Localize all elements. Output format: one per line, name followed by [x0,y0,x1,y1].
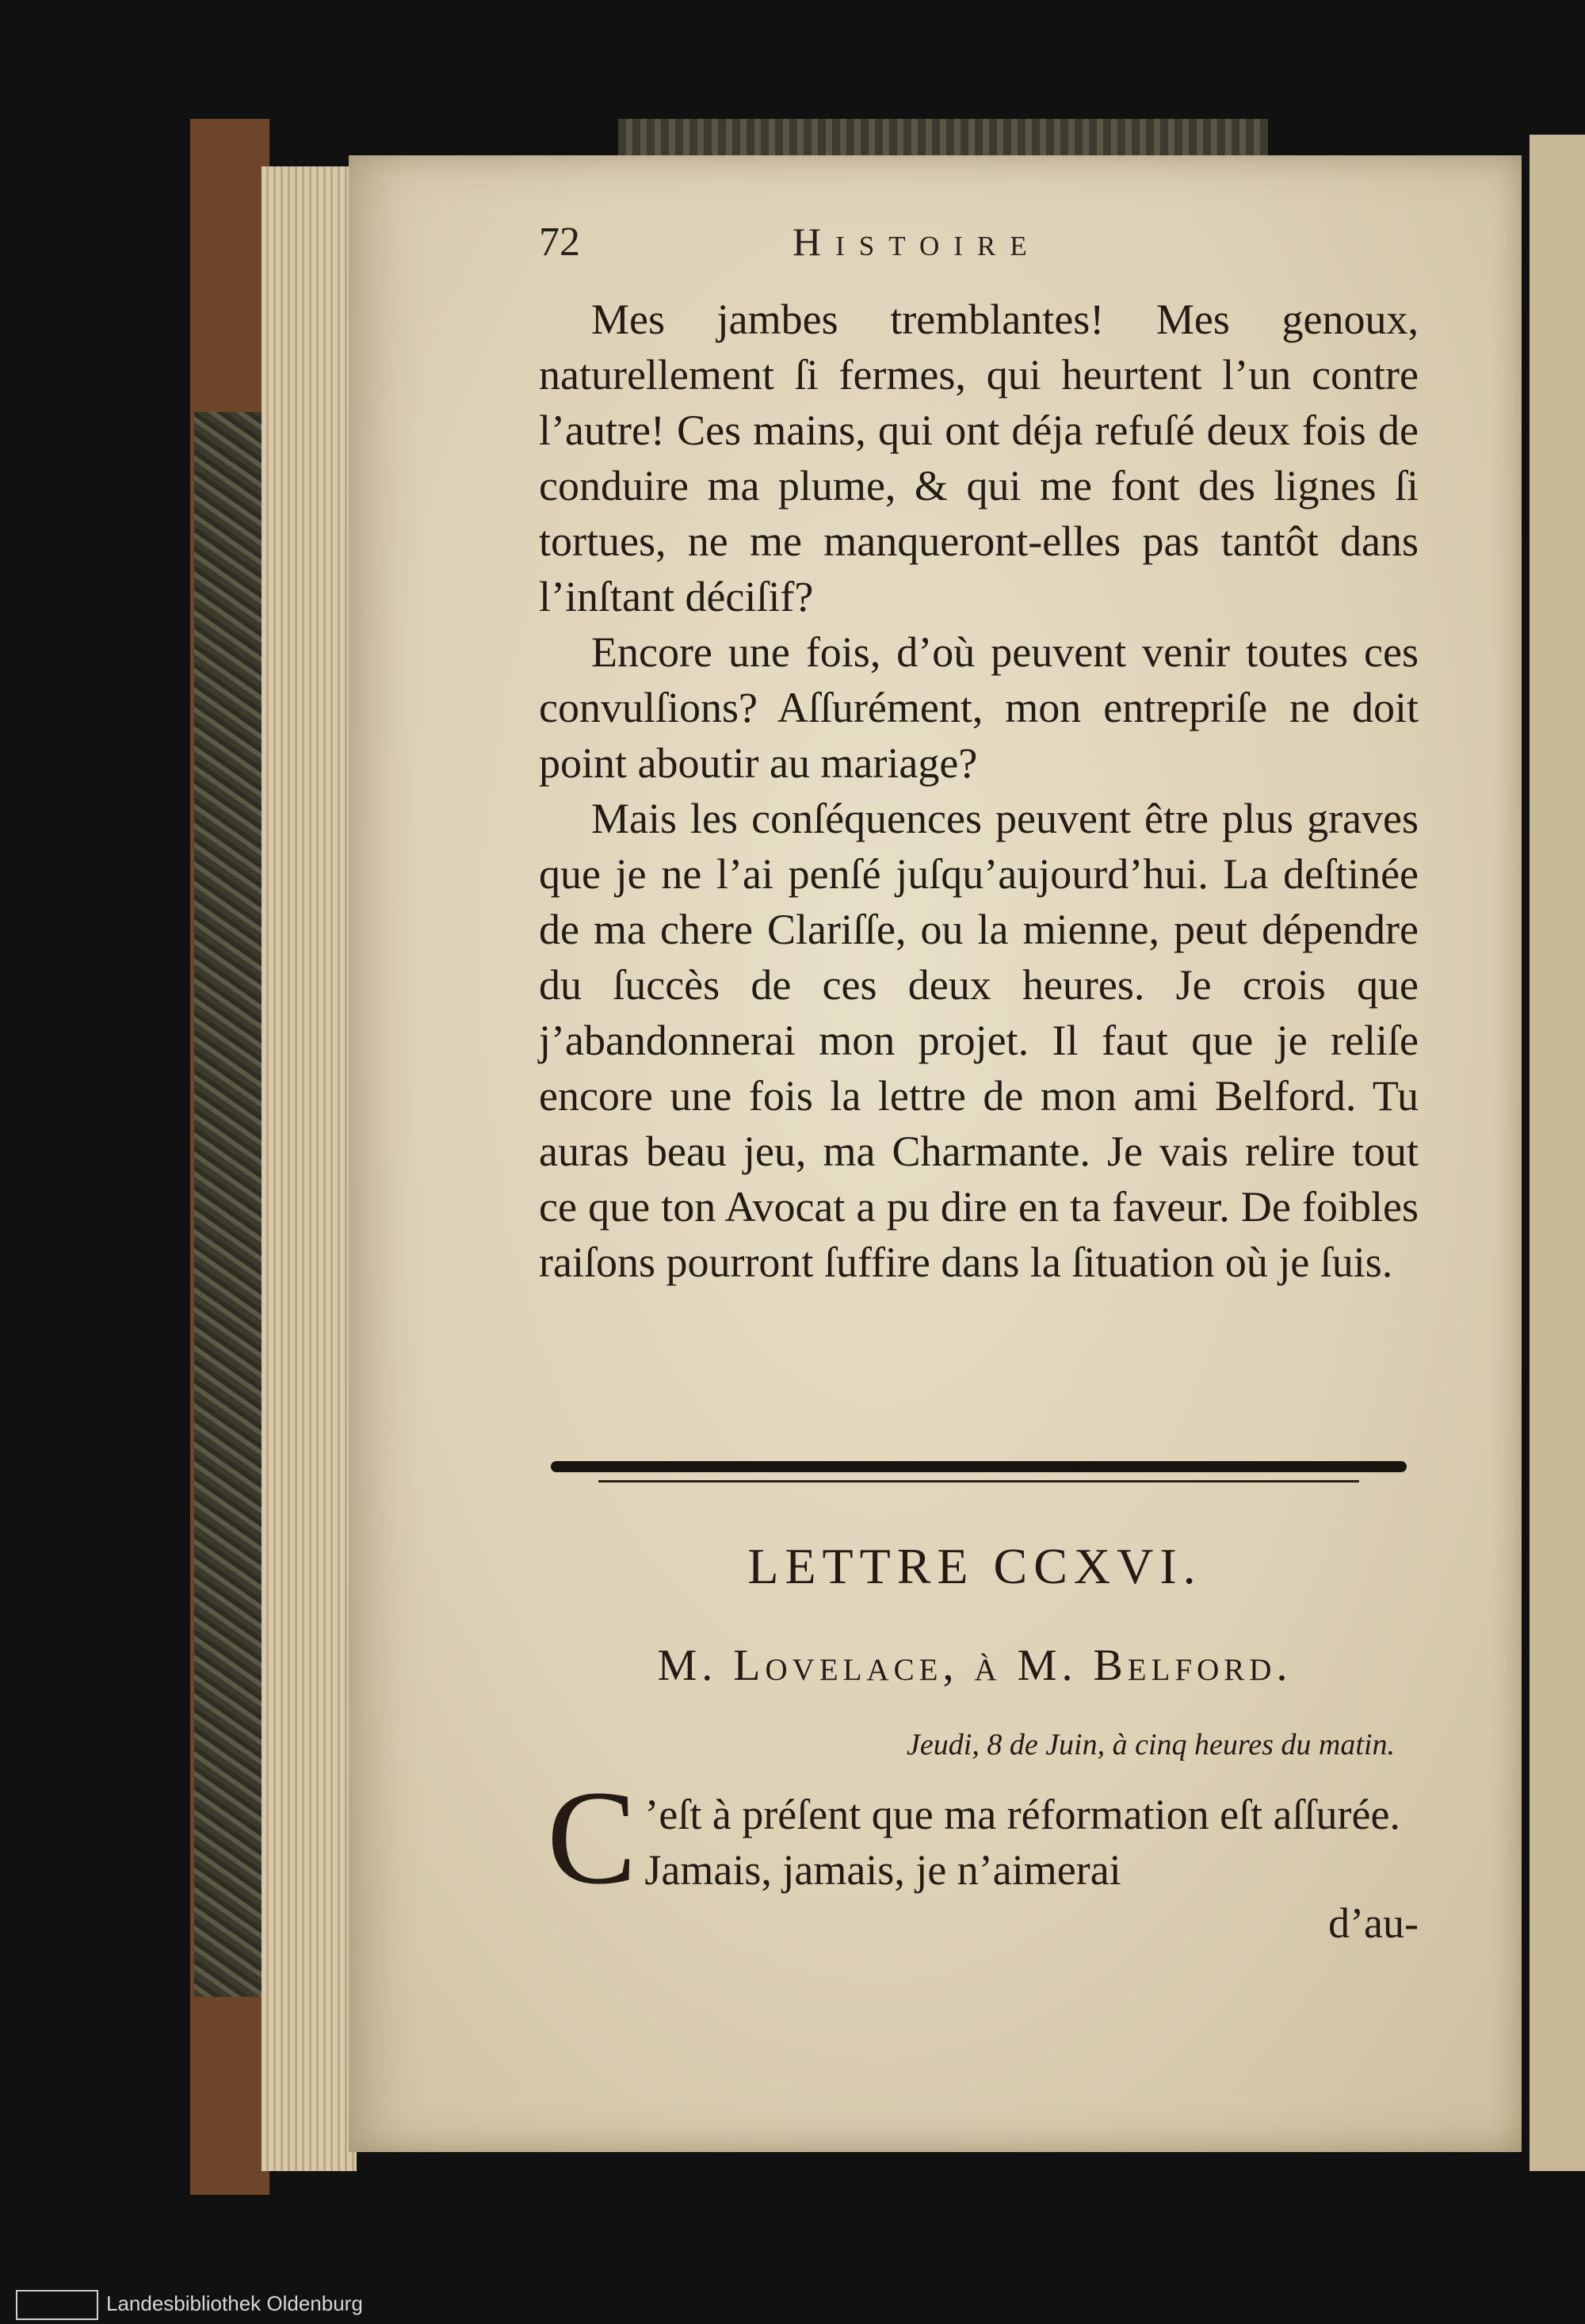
running-head [539,219,1411,274]
divider-thick-rule [551,1461,1407,1472]
paragraph-3: Mais les conſéquences peuvent être plus graves que je ne l’ai penſé juſqu’aujourd’hui. La deſtinée de ma chere Clariſſe, ou la mienne, peut dépendre du ſuccès de ces deux heures. Je crois que j’abandonnerai mon projet. Il faut que je reliſe encore une fois la lettre de mon ami Belford. Tu auras beau jeu, ma Charmante. Je vais relire tout ce que ton Avocat a pu dire en ta faveur. De foibles raiſons pourront ſuffire dans la ſituation où je ſuis. [539,795,1419,1286]
footer-bar [0,2284,1585,2324]
opening-text: ’eſt à préſent que ma réformation eſt aſſurée. Jamais, jamais, je n’aimerai [644,1791,1400,1894]
facing-page-edge [1530,135,1585,2171]
paragraph-1: Mes jambes tremblantes! Mes genoux, naturellement ſi fermes, qui heurtent l’un contre l’autre! Ces mains, qui ont déja refuſé deux fois de conduire ma plume, & qui me font des lignes ſi tortues, ne me manqueront-elles pas tantôt dans l’inſtant déciſif? [539,296,1419,620]
body-text [539,292,1419,1290]
page-header: Histoire [792,219,1041,264]
letter-date: Jeudi, 8 de Juin, à cinq heures du matin. [907,1728,1395,1761]
page-number: 72 [539,219,580,265]
letter-opening [547,1763,1426,1912]
divider-thin-rule [598,1480,1359,1483]
letter-title: LETTRE CCXVI. [747,1538,1202,1594]
section-divider [551,1456,1407,1496]
library-logo-icon [16,2290,98,2320]
footer-label: Landesbibliothek Oldenburg [106,2292,363,2315]
paragraph-2: Encore une fois, d’où peuvent venir toutes ces convulſions? Aſſurément, mon entrepriſe ne doit point aboutir au mariage? [539,628,1419,787]
catchword: d’au- [1328,1899,1419,1947]
page-edges [262,166,357,2171]
book-top-edge [618,119,1268,158]
letter-heading: M. Lovelace, à M. Belford. [657,1641,1293,1690]
drop-cap: C [547,1763,637,1912]
